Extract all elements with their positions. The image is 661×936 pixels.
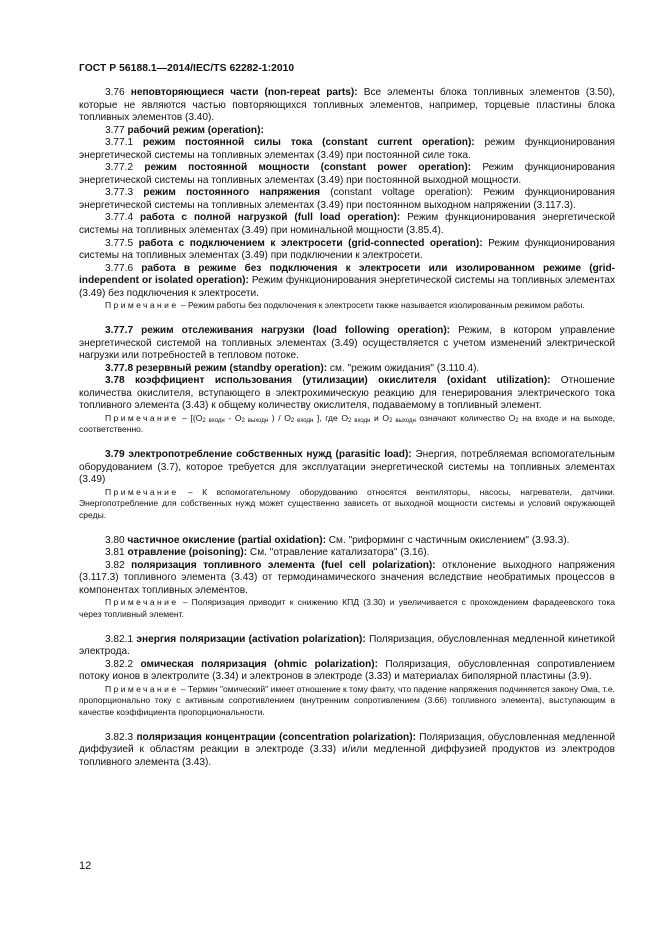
entry-3-77-6: 3.77.6 работа в режиме без подключения к электросети или изолированном режиме (grid-independent or isolated operation): Режим функционирования энергетической системы на топливных элементах (3.49) без подключения к электросети. [79,262,615,299]
entry-3-82-1: 3.82.1 энергия поляризации (activation polarization): Поляризация, обусловленная медленной кинетикой электрода. [79,633,615,658]
note-3-82: Примечание – Поляризация приводит к снижению КПД (3.30) и увеличивается с прохождением фарадеевского тока через топливный элемент. [79,597,615,619]
note-label: Примечание [105,300,179,311]
document-header: ГОСТ Р 56188.1—2014/IEC/TS 62282-1:2010 [79,63,295,74]
entry-3-77-2: 3.77.2 режим постоянной мощности (constant power operation): Режим функционирования энергетической системы на топливных элементах (3.49) при постоянной выходной мощности. [79,162,616,186]
entry-3-76: 3.76 неповторяющиеся части (non-repeat parts): Все элементы блока топливных элементов (3.50), которые не являются частью повторяющихся топливных элементов, например, торцевые пластины блока топливных элементов (3.40). [79,87,615,124]
note-label: Примечание [105,683,179,694]
note-3-77-6: Примечание – Режим работы без подключения к электросети также называется изолированным режимом работы. [105,300,585,311]
note-3-79: Примечание – К вспомогательному оборудованию относятся вентиляторы, насосы, нагреватели, датчики. Энергопотребление для собственных нужд может существенно зависеть от выходной мощности системы и условий окружающей среды. [79,486,615,520]
note-3-82-2: Примечание – Термин "омический" имеет отношение к тому факту, что падение напряжения подчиняется закону Ома, т.е. пропорционально току с активным сопротивлением (внутренним сопротивлением (3.66) топливного элемента), выступающим в качестве коэффициента пропорциональности. [79,683,615,717]
entry-3-77-4: 3.77.4 работа с полной нагрузкой (full load operation): Режим функционирования энергетической системы на топливных элементах (3.49) при номинальной мощности (3.85.4). [79,212,615,237]
document-body [79,87,615,769]
note-3-78: Примечание – [($O_{2 входн} - O_{2 выходн}$ ) / $O_{2 входн}$ ], где $O_{2 входн}$ и $O_{2 выходн}$ означают количество $O_2$ на входе и на выходе, соответственно. [79,413,615,435]
note-label: Примечание [105,597,179,608]
note-label: Примечание [105,486,179,497]
entry-3-82-3: 3.82.3 поляризация концентрации (concentration polarization): Поляризация, обусловленная медленной диффузией к областям реакции в электроде (3.33) и/или медленной диффузией продуктов из электродов топливного элемента (3.43). [79,731,615,768]
entry-3-77-8: 3.77.8 резервный режим (standby operation): см. "режим ожидания" (3.110.4). [105,362,480,374]
page-number: 12 [79,860,92,872]
note-label: Примечание [105,413,179,424]
entry-3-77-1: 3.77.1 режим постоянной силы тока (constant current operation): режим функционирования энергетической системы на топливных элементах (3.49) при постоянной силе тока. [79,137,615,161]
entry-3-77-5: 3.77.5 работа с подключением к электросети (grid-connected operation): Режим функционирования системы на топливных элементах (3.49) при подключении к электросети. [79,237,615,262]
entry-3-80: 3.80 частичное окисление (partial oxidation): См. "риформинг с частичным окислением" (3.93.3). [105,534,570,546]
entry-3-81: 3.81 отравление (poisoning): См. "отравление катализатора" (3.16). [105,547,430,559]
entry-3-77-7: 3.77.7 режим отслеживания нагрузки (load following operation): Режим, в котором управление энергетической системой на топливных элементах (3.49) осуществляется с учетом изменений электрической нагрузки или потребностей в тепловом потоке. [79,325,615,362]
entry-3-79: 3.79 электропотребление собственных нужд (parasitic load): Энергия, потребляемая вспомогательным оборудованием (3.7), которое требуется для эксплуатации энергетической системы на топливных элементах (3.49) [79,449,615,486]
entry-3-77: 3.77 рабочий режим (operation): [105,124,264,136]
entry-3-77-3: 3.77.3 режим постоянного напряжения (constant voltage operation): Режим функционирования энергетической системы на топливных элементах (3.49) при постоянном выходном напряжении (3.117.3). [79,187,615,211]
entry-3-82: 3.82 поляризация топливного элемента (fuel cell polarization): отклонение выходного напряжения (3.117.3) топливного элемента (3.43) от термодинамического значения вследствие необратимых процессов в компонентах топливных элементов. [79,559,615,596]
entry-3-82-2: 3.82.2 омическая поляризация (ohmic polarization): Поляризация, обусловленная сопротивлением потоку ионов в электролите (3.34) и электронов в электроде (3.33) и материалах биполярной пластины (3.9). [79,658,615,683]
entry-3-78: 3.78 коэффициент использования (утилизации) окислителя (oxidant utilization): Отношение количества окислителя, вступающего в электрохимическую реакцию для генерирования электрического тока топливного элемента (3.43) к общему количеству окислителя, подаваемому в топливный элемент. [79,375,615,412]
